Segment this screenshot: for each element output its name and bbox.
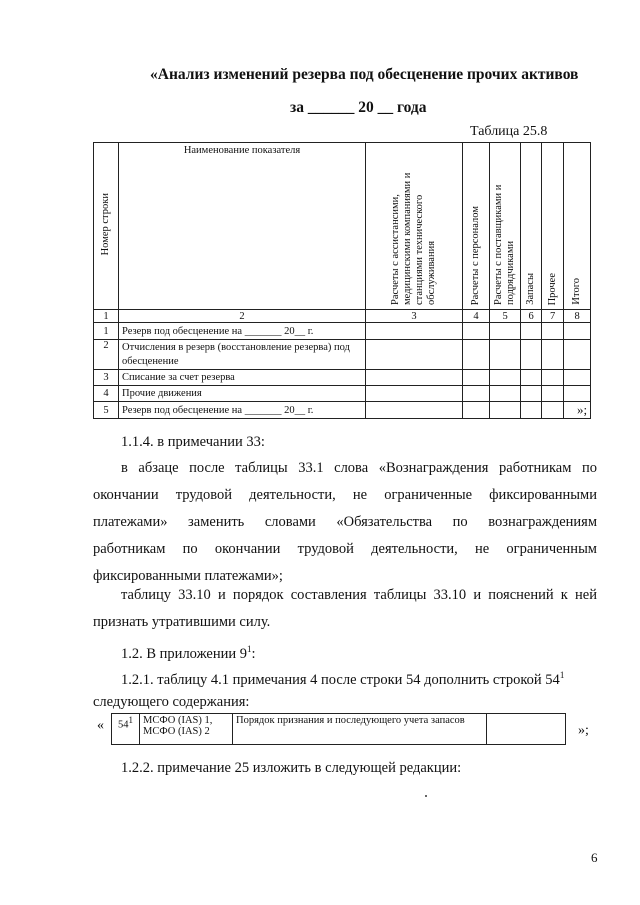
table-number: Таблица 25.8 <box>470 124 548 139</box>
col-number: 7 <box>542 310 564 323</box>
table-row <box>94 370 591 386</box>
column-number-row <box>94 310 591 323</box>
reserve-analysis-table <box>93 142 591 419</box>
table-row <box>94 340 591 370</box>
col-number: 4 <box>463 310 490 323</box>
paragraph-line: в абзаце после таблицы 33.1 слова «Вознаграждения работникам по <box>121 460 597 476</box>
paragraph-line: окончании трудовой деятельности, не ограниченные фиксированными <box>93 487 597 503</box>
table-header-row <box>94 143 591 310</box>
col-number: 5 <box>490 310 521 323</box>
paragraph-1-1-4: 1.1.4. в примечании 33: <box>121 434 265 450</box>
header-row-number: Номер строки <box>94 143 119 310</box>
paragraph-1-2-2: 1.2.2. примечание 25 изложить в следующей редакции: <box>121 760 462 776</box>
col-number: 3 <box>366 310 463 323</box>
paragraph-line: следующего содержания: <box>93 694 250 710</box>
col-number: 1 <box>94 310 119 323</box>
row-name: Списание за счет резерва <box>119 370 366 386</box>
header-col-personnel: Расчеты с персоналом <box>463 143 490 310</box>
paragraph-line: платежами» заменить словами «Обязательства по вознаграждениям <box>93 514 597 530</box>
ias-row-number: $54^1$ <box>112 714 140 745</box>
row-number: 5 <box>94 402 119 419</box>
table-row <box>94 402 591 419</box>
header-col-inventory: Запасы <box>521 143 542 310</box>
document-period: за ______ 20 __ года <box>290 99 427 116</box>
row-number: 1 <box>94 323 119 340</box>
row-name: Прочие движения <box>119 386 366 402</box>
ias-table <box>111 713 566 745</box>
row-name: Резерв под обесценение на _______ 20__ г. <box>119 323 366 340</box>
header-indicator-name: Наименование показателя <box>119 143 366 310</box>
paragraph-1-2-1: 1.2.1. таблицу 4.1 примечания 4 после строки 54 дополнить строкой $54^1$ <box>121 670 565 688</box>
header-col-total: Итого <box>564 143 591 310</box>
header-col-assistance: Расчеты с ассистансими, медицинскими компаниями и станциями технического обслуживания <box>366 143 463 310</box>
table-closing-quote: »; <box>577 402 588 417</box>
table-row <box>94 386 591 402</box>
header-col-suppliers: Расчеты с поставщиками и подрядчиками <box>490 143 521 310</box>
row-name: Отчисления в резерв (восстановление резерва) под обесценение <box>119 340 366 370</box>
row-number: 4 <box>94 386 119 402</box>
ias-empty-cell <box>487 714 566 745</box>
paragraph-line: признать утратившими силу. <box>93 614 271 630</box>
header-col-other: Прочее <box>542 143 564 310</box>
row-number: 2 <box>94 340 119 370</box>
table-row <box>112 714 566 745</box>
document-title: «Анализ изменений резерва под обесценение прочих активов <box>150 66 579 83</box>
small-table-open-quote: « <box>97 718 104 733</box>
scan-speck <box>425 795 427 797</box>
paragraph-1-2: 1.2. В приложении $9^1$: <box>121 644 256 662</box>
paragraph-line: работникам по окончании трудовой деятельности, не ограниченным <box>93 541 597 557</box>
row-number: 3 <box>94 370 119 386</box>
paragraph-line: таблицу 33.10 и порядок составления таблицы 33.10 и пояснений к ней <box>121 587 597 603</box>
table-row <box>94 323 591 340</box>
small-table-close-quote: »; <box>578 723 589 738</box>
ias-standard: МСФО (IAS) 1, МСФО (IAS) 2 <box>140 714 233 745</box>
page-number: 6 <box>591 850 598 865</box>
ias-description: Порядок признания и последующего учета запасов <box>233 714 487 745</box>
col-number: 6 <box>521 310 542 323</box>
col-number: 2 <box>119 310 366 323</box>
col-number: 8 <box>564 310 591 323</box>
paragraph-line: фиксированными платежами»; <box>93 568 283 584</box>
row-name: Резерв под обесценение на _______ 20__ г. <box>119 402 366 419</box>
